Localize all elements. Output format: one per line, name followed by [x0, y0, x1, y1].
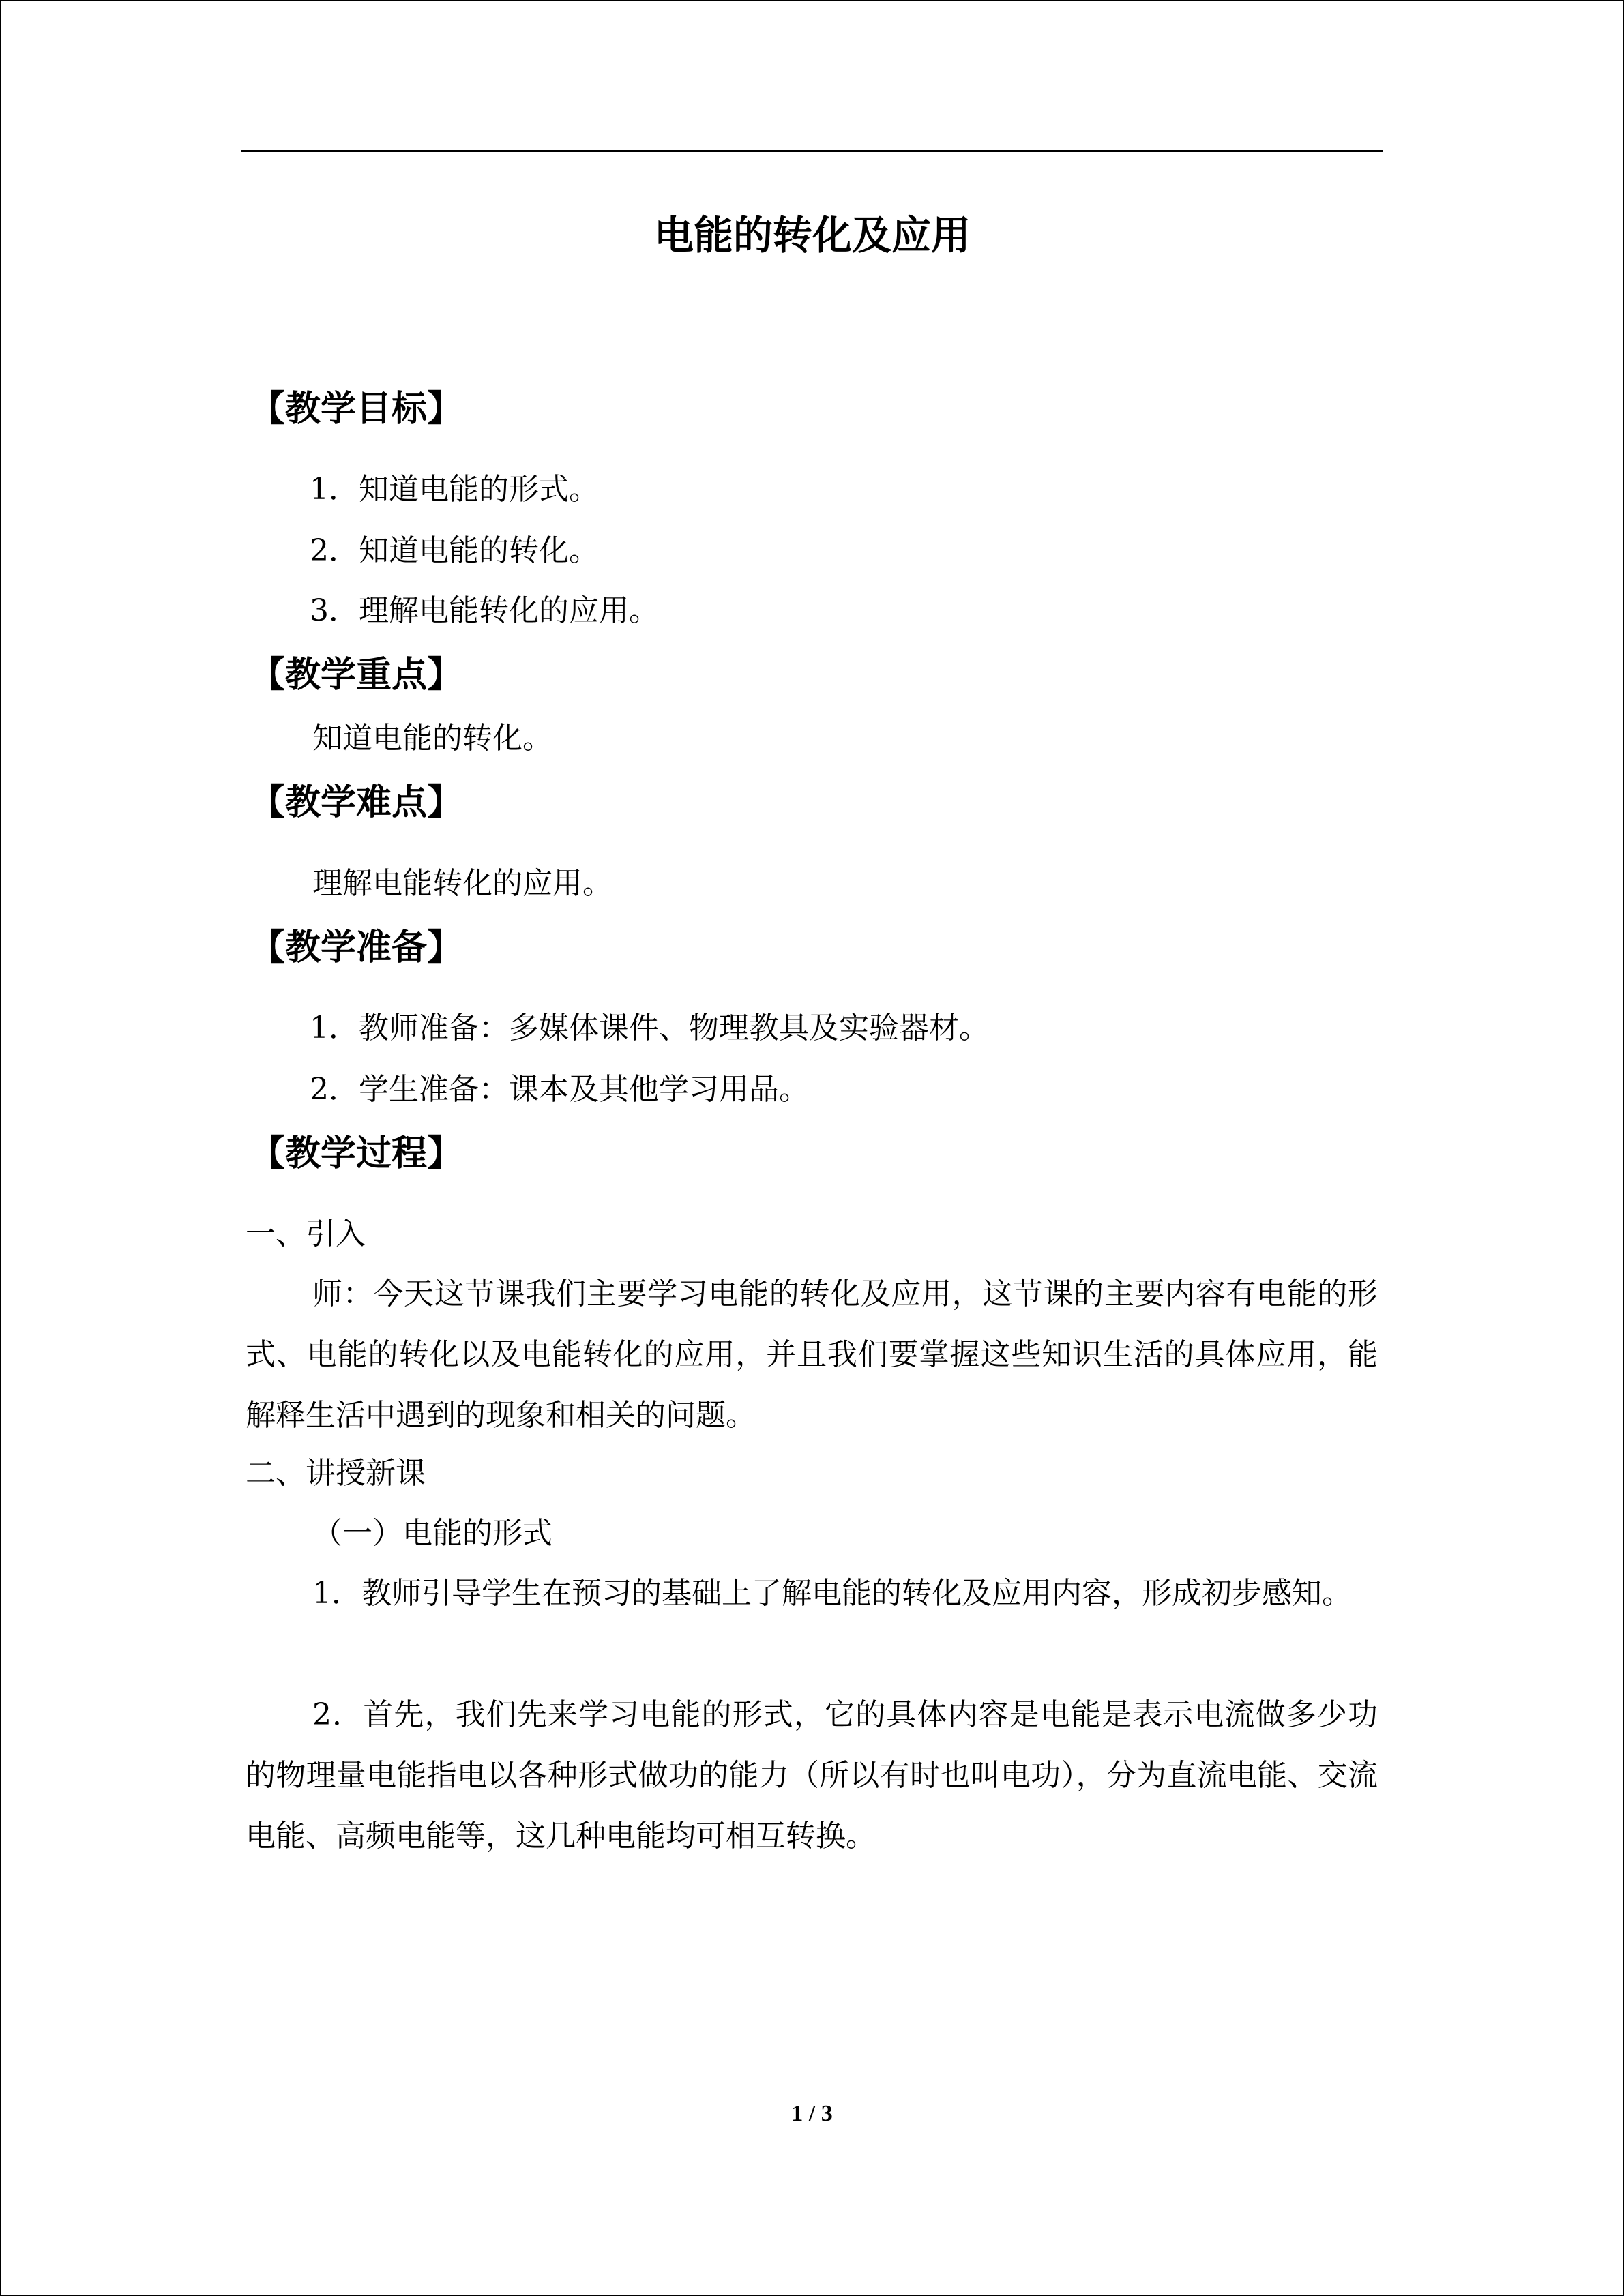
process-subsection-title: （一）电能的形式: [312, 1516, 552, 1551]
section-heading-difficulties: 【教学难点】: [250, 782, 463, 823]
objective-item: 1．知道电能的形式。: [310, 472, 599, 507]
process-part2-title: 二、讲授新课: [246, 1456, 426, 1491]
difficulties-text: 理解电能转化的应用。: [312, 866, 612, 901]
page-number: 1 / 3: [791, 2101, 833, 2126]
section-heading-preparation: 【教学准备】: [250, 927, 463, 968]
process-step-2: 2．首先，我们先来学习电能的形式，它的具体内容是电能是表示电流做多少功的物理量电能指电以各种形式做功的能力（所以有时也叫电功），分为直流电能、交流电能、高频电能等，这几种电能均可相互转换。: [246, 1697, 1378, 1853]
process-part1-text: 师：今天这节课我们主要学习电能的转化及应用，这节课的主要内容有电能的形式、电能的转化以及电能转化的应用，并且我们要掌握这些知识生活的具体应用，能解释生活中遇到的现象和相关的问题。: [246, 1277, 1378, 1433]
preparation-item: 2．学生准备：课本及其他学习用品。: [310, 1072, 809, 1107]
section-heading-process: 【教学过程】: [250, 1133, 463, 1174]
preparation-item: 1．教师准备：多媒体课件、物理教具及实验器材。: [310, 1011, 989, 1045]
objective-item: 3．理解电能转化的应用。: [310, 593, 659, 628]
section-heading-objectives: 【教学目标】: [250, 389, 463, 430]
key-points-text: 知道电能的转化。: [312, 721, 552, 756]
process-step-1: 1．教师引导学生在预习的基础上了解电能的转化及应用内容，形成初步感知。: [312, 1576, 1352, 1611]
document-title: 电能的转化及应用: [653, 212, 971, 258]
section-heading-key-points: 【教学重点】: [250, 655, 463, 696]
process-part1-title: 一、引入: [246, 1217, 366, 1251]
objective-item: 2．知道电能的转化。: [310, 533, 599, 568]
header-rule: [241, 150, 1383, 152]
